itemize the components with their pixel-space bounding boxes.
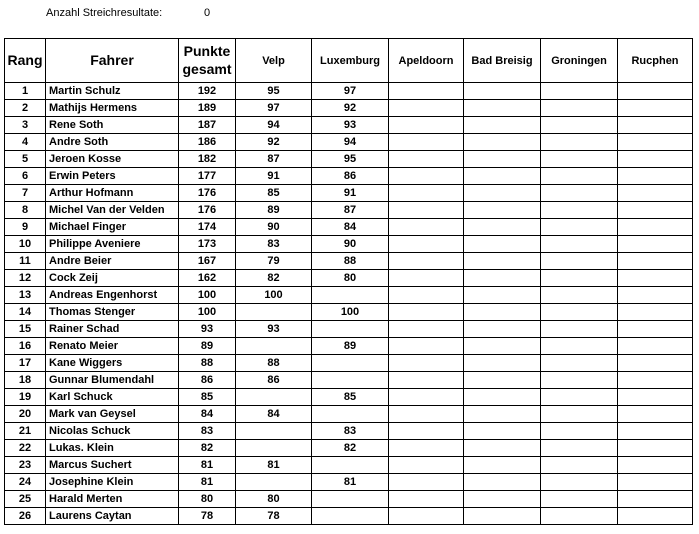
luxemburg-cell[interactable]: 95 <box>312 151 389 168</box>
table-row <box>5 457 693 474</box>
bad-breisig-cell[interactable] <box>464 202 541 219</box>
table-row <box>5 236 693 253</box>
punkte-gesamt-cell[interactable]: 84 <box>179 406 236 423</box>
luxemburg-cell[interactable]: 92 <box>312 100 389 117</box>
table-row <box>5 185 693 202</box>
groningen-cell[interactable] <box>541 236 618 253</box>
rucphen-cell[interactable] <box>618 83 693 100</box>
punkte-gesamt-cell[interactable]: 176 <box>179 202 236 219</box>
groningen-cell[interactable] <box>541 304 618 321</box>
fahrer-cell[interactable]: Erwin Peters <box>46 168 179 185</box>
bad-breisig-cell[interactable] <box>464 134 541 151</box>
table-row <box>5 389 693 406</box>
luxemburg-cell[interactable]: 84 <box>312 219 389 236</box>
punkte-gesamt-cell[interactable]: 83 <box>179 423 236 440</box>
rucphen-cell[interactable] <box>618 491 693 508</box>
groningen-cell[interactable] <box>541 219 618 236</box>
table-row <box>5 321 693 338</box>
velp-cell[interactable] <box>236 389 312 406</box>
apeldoorn-cell[interactable] <box>389 151 464 168</box>
rucphen-cell[interactable] <box>618 185 693 202</box>
velp-cell[interactable] <box>236 440 312 457</box>
apeldoorn-cell[interactable] <box>389 423 464 440</box>
bad-breisig-cell[interactable] <box>464 83 541 100</box>
velp-cell[interactable]: 87 <box>236 151 312 168</box>
table-row <box>5 202 693 219</box>
fahrer-cell[interactable]: Rainer Schad <box>46 321 179 338</box>
apeldoorn-cell[interactable] <box>389 457 464 474</box>
table-row <box>5 117 693 134</box>
groningen-cell[interactable] <box>541 270 618 287</box>
groningen-cell[interactable] <box>541 338 618 355</box>
punkte-gesamt-cell[interactable]: 100 <box>179 287 236 304</box>
punkte-gesamt-cell[interactable]: 162 <box>179 270 236 287</box>
bad-breisig-cell[interactable] <box>464 389 541 406</box>
apeldoorn-cell[interactable] <box>389 338 464 355</box>
apeldoorn-cell[interactable] <box>389 185 464 202</box>
header-row <box>5 39 693 83</box>
punkte-gesamt-cell[interactable]: 189 <box>179 100 236 117</box>
col-header-bad-breisig[interactable]: Bad Breisig <box>464 39 541 83</box>
groningen-cell[interactable] <box>541 491 618 508</box>
bad-breisig-cell[interactable] <box>464 151 541 168</box>
luxemburg-cell[interactable]: 86 <box>312 168 389 185</box>
bad-breisig-cell[interactable] <box>464 355 541 372</box>
luxemburg-cell[interactable]: 97 <box>312 83 389 100</box>
table-row <box>5 134 693 151</box>
fahrer-cell[interactable]: Philippe Aveniere <box>46 236 179 253</box>
velp-cell[interactable]: 80 <box>236 491 312 508</box>
table-row <box>5 270 693 287</box>
luxemburg-cell[interactable]: 90 <box>312 236 389 253</box>
luxemburg-cell[interactable]: 82 <box>312 440 389 457</box>
rang-cell[interactable]: 1 <box>5 83 46 100</box>
groningen-cell[interactable] <box>541 287 618 304</box>
bad-breisig-cell[interactable] <box>464 100 541 117</box>
fahrer-cell[interactable]: Thomas Stenger <box>46 304 179 321</box>
rang-cell[interactable]: 24 <box>5 474 46 491</box>
luxemburg-cell[interactable]: 83 <box>312 423 389 440</box>
punkte-gesamt-cell[interactable]: 78 <box>179 508 236 525</box>
rucphen-cell[interactable] <box>618 389 693 406</box>
rang-cell[interactable]: 14 <box>5 304 46 321</box>
fahrer-cell[interactable]: Kane Wiggers <box>46 355 179 372</box>
groningen-cell[interactable] <box>541 355 618 372</box>
rang-cell[interactable]: 26 <box>5 508 46 525</box>
bad-breisig-cell[interactable] <box>464 287 541 304</box>
velp-cell[interactable]: 100 <box>236 287 312 304</box>
table-row <box>5 423 693 440</box>
velp-cell[interactable]: 91 <box>236 168 312 185</box>
rang-cell[interactable]: 25 <box>5 491 46 508</box>
table-row <box>5 491 693 508</box>
rang-cell[interactable]: 10 <box>5 236 46 253</box>
apeldoorn-cell[interactable] <box>389 389 464 406</box>
apeldoorn-cell[interactable] <box>389 253 464 270</box>
punkte-gesamt-cell[interactable]: 177 <box>179 168 236 185</box>
luxemburg-cell[interactable]: 89 <box>312 338 389 355</box>
velp-cell[interactable]: 84 <box>236 406 312 423</box>
rucphen-cell[interactable] <box>618 202 693 219</box>
fahrer-cell[interactable]: Andre Soth <box>46 134 179 151</box>
rang-cell[interactable]: 15 <box>5 321 46 338</box>
velp-cell[interactable] <box>236 474 312 491</box>
punkte-gesamt-cell[interactable]: 80 <box>179 491 236 508</box>
groningen-cell[interactable] <box>541 83 618 100</box>
fahrer-cell[interactable]: Mark van Geysel <box>46 406 179 423</box>
punkte-gesamt-cell[interactable]: 86 <box>179 372 236 389</box>
punkte-gesamt-cell[interactable]: 100 <box>179 304 236 321</box>
luxemburg-cell[interactable] <box>312 372 389 389</box>
fahrer-cell[interactable]: Marcus Suchert <box>46 457 179 474</box>
velp-cell[interactable] <box>236 423 312 440</box>
punkte-gesamt-cell[interactable]: 89 <box>179 338 236 355</box>
punkte-gesamt-cell[interactable]: 82 <box>179 440 236 457</box>
rang-cell[interactable]: 12 <box>5 270 46 287</box>
rucphen-cell[interactable] <box>618 457 693 474</box>
rang-cell[interactable]: 20 <box>5 406 46 423</box>
bad-breisig-cell[interactable] <box>464 117 541 134</box>
luxemburg-cell[interactable]: 100 <box>312 304 389 321</box>
bad-breisig-cell[interactable] <box>464 474 541 491</box>
velp-cell[interactable]: 86 <box>236 372 312 389</box>
punkte-gesamt-cell[interactable]: 88 <box>179 355 236 372</box>
groningen-cell[interactable] <box>541 202 618 219</box>
apeldoorn-cell[interactable] <box>389 202 464 219</box>
apeldoorn-cell[interactable] <box>389 219 464 236</box>
fahrer-cell[interactable]: Laurens Caytan <box>46 508 179 525</box>
bad-breisig-cell[interactable] <box>464 508 541 525</box>
fahrer-cell[interactable]: Arthur Hofmann <box>46 185 179 202</box>
velp-cell[interactable]: 95 <box>236 83 312 100</box>
velp-cell[interactable]: 81 <box>236 457 312 474</box>
rucphen-cell[interactable] <box>618 270 693 287</box>
punkte-gesamt-cell[interactable]: 167 <box>179 253 236 270</box>
apeldoorn-cell[interactable] <box>389 287 464 304</box>
velp-cell[interactable]: 97 <box>236 100 312 117</box>
fahrer-cell[interactable]: Michael Finger <box>46 219 179 236</box>
rang-cell[interactable]: 23 <box>5 457 46 474</box>
velp-cell[interactable]: 93 <box>236 321 312 338</box>
rucphen-cell[interactable] <box>618 151 693 168</box>
rang-cell[interactable]: 11 <box>5 253 46 270</box>
table-row <box>5 100 693 117</box>
results-body <box>5 83 693 525</box>
groningen-cell[interactable] <box>541 457 618 474</box>
table-row <box>5 355 693 372</box>
fahrer-cell[interactable]: Josephine Klein <box>46 474 179 491</box>
table-row <box>5 440 693 457</box>
col-header-groningen[interactable]: Groningen <box>541 39 618 83</box>
rucphen-cell[interactable] <box>618 236 693 253</box>
fahrer-cell[interactable]: Gunnar Blumendahl <box>46 372 179 389</box>
rucphen-cell[interactable] <box>618 117 693 134</box>
bad-breisig-cell[interactable] <box>464 236 541 253</box>
velp-cell[interactable]: 90 <box>236 219 312 236</box>
rang-cell[interactable]: 8 <box>5 202 46 219</box>
rucphen-cell[interactable] <box>618 100 693 117</box>
table-row <box>5 83 693 100</box>
apeldoorn-cell[interactable] <box>389 83 464 100</box>
groningen-cell[interactable] <box>541 117 618 134</box>
groningen-cell[interactable] <box>541 406 618 423</box>
table-row <box>5 372 693 389</box>
apeldoorn-cell[interactable] <box>389 321 464 338</box>
col-header-rang[interactable]: Rang <box>5 39 46 83</box>
punkte-gesamt-cell[interactable]: 93 <box>179 321 236 338</box>
table-row <box>5 304 693 321</box>
rang-cell[interactable]: 22 <box>5 440 46 457</box>
col-header-apeldoorn[interactable]: Apeldoorn <box>389 39 464 83</box>
groningen-cell[interactable] <box>541 253 618 270</box>
streichresultate-line <box>46 7 211 19</box>
groningen-cell[interactable] <box>541 508 618 525</box>
apeldoorn-cell[interactable] <box>389 100 464 117</box>
fahrer-cell[interactable]: Martin Schulz <box>46 83 179 100</box>
table-row <box>5 508 693 525</box>
rucphen-cell[interactable] <box>618 304 693 321</box>
groningen-cell[interactable] <box>541 321 618 338</box>
rucphen-cell[interactable] <box>618 508 693 525</box>
apeldoorn-cell[interactable] <box>389 491 464 508</box>
results-table <box>4 38 693 525</box>
apeldoorn-cell[interactable] <box>389 168 464 185</box>
punkte-gesamt-cell[interactable]: 173 <box>179 236 236 253</box>
rucphen-cell[interactable] <box>618 287 693 304</box>
punkte-gesamt-cell[interactable]: 182 <box>179 151 236 168</box>
fahrer-cell[interactable]: Karl Schuck <box>46 389 179 406</box>
bad-breisig-cell[interactable] <box>464 219 541 236</box>
streichresultate-value: 0 <box>204 7 211 19</box>
luxemburg-cell[interactable]: 87 <box>312 202 389 219</box>
fahrer-cell[interactable]: Michel Van der Velden <box>46 202 179 219</box>
table-row <box>5 151 693 168</box>
velp-cell[interactable]: 79 <box>236 253 312 270</box>
luxemburg-cell[interactable]: 81 <box>312 474 389 491</box>
rang-cell[interactable]: 21 <box>5 423 46 440</box>
groningen-cell[interactable] <box>541 372 618 389</box>
velp-cell[interactable]: 82 <box>236 270 312 287</box>
apeldoorn-cell[interactable] <box>389 508 464 525</box>
table-row <box>5 168 693 185</box>
rucphen-cell[interactable] <box>618 338 693 355</box>
fahrer-cell[interactable]: Jeroen Kosse <box>46 151 179 168</box>
fahrer-cell[interactable]: Andreas Engenhorst <box>46 287 179 304</box>
groningen-cell[interactable] <box>541 100 618 117</box>
luxemburg-cell[interactable]: 88 <box>312 253 389 270</box>
rucphen-cell[interactable] <box>618 134 693 151</box>
table-row <box>5 287 693 304</box>
fahrer-cell[interactable]: Renato Meier <box>46 338 179 355</box>
rang-cell[interactable]: 3 <box>5 117 46 134</box>
rucphen-cell[interactable] <box>618 321 693 338</box>
rang-cell[interactable]: 18 <box>5 372 46 389</box>
luxemburg-cell[interactable]: 85 <box>312 389 389 406</box>
table-row <box>5 219 693 236</box>
luxemburg-cell[interactable]: 94 <box>312 134 389 151</box>
punkte-gesamt-cell[interactable]: 187 <box>179 117 236 134</box>
apeldoorn-cell[interactable] <box>389 474 464 491</box>
groningen-cell[interactable] <box>541 168 618 185</box>
velp-cell[interactable] <box>236 338 312 355</box>
velp-cell[interactable]: 78 <box>236 508 312 525</box>
apeldoorn-cell[interactable] <box>389 270 464 287</box>
table-row <box>5 253 693 270</box>
rucphen-cell[interactable] <box>618 253 693 270</box>
rucphen-cell[interactable] <box>618 219 693 236</box>
bad-breisig-cell[interactable] <box>464 321 541 338</box>
apeldoorn-cell[interactable] <box>389 406 464 423</box>
col-header-punkte-gesamt[interactable]: Punkte gesamt <box>179 39 236 83</box>
col-header-rucphen[interactable]: Rucphen <box>618 39 693 83</box>
rang-cell[interactable]: 4 <box>5 134 46 151</box>
apeldoorn-cell[interactable] <box>389 440 464 457</box>
rucphen-cell[interactable] <box>618 423 693 440</box>
bad-breisig-cell[interactable] <box>464 185 541 202</box>
luxemburg-cell[interactable]: 93 <box>312 117 389 134</box>
fahrer-cell[interactable]: Harald Merten <box>46 491 179 508</box>
rang-cell[interactable]: 6 <box>5 168 46 185</box>
rang-cell[interactable]: 16 <box>5 338 46 355</box>
rucphen-cell[interactable] <box>618 355 693 372</box>
rucphen-cell[interactable] <box>618 406 693 423</box>
table-row <box>5 338 693 355</box>
luxemburg-cell[interactable]: 80 <box>312 270 389 287</box>
bad-breisig-cell[interactable] <box>464 338 541 355</box>
bad-breisig-cell[interactable] <box>464 423 541 440</box>
apeldoorn-cell[interactable] <box>389 236 464 253</box>
bad-breisig-cell[interactable] <box>464 372 541 389</box>
velp-cell[interactable]: 85 <box>236 185 312 202</box>
table-row <box>5 474 693 491</box>
rang-cell[interactable]: 19 <box>5 389 46 406</box>
rucphen-cell[interactable] <box>618 474 693 491</box>
fahrer-cell[interactable]: Lukas. Klein <box>46 440 179 457</box>
punkte-gesamt-cell[interactable]: 85 <box>179 389 236 406</box>
bad-breisig-cell[interactable] <box>464 440 541 457</box>
rang-cell[interactable]: 7 <box>5 185 46 202</box>
velp-cell[interactable]: 94 <box>236 117 312 134</box>
groningen-cell[interactable] <box>541 440 618 457</box>
luxemburg-cell[interactable] <box>312 321 389 338</box>
groningen-cell[interactable] <box>541 151 618 168</box>
luxemburg-cell[interactable] <box>312 406 389 423</box>
apeldoorn-cell[interactable] <box>389 304 464 321</box>
velp-cell[interactable]: 88 <box>236 355 312 372</box>
groningen-cell[interactable] <box>541 134 618 151</box>
punkte-gesamt-cell[interactable]: 174 <box>179 219 236 236</box>
apeldoorn-cell[interactable] <box>389 355 464 372</box>
table-row <box>5 406 693 423</box>
groningen-cell[interactable] <box>541 185 618 202</box>
streichresultate-label: Anzahl Streichresultate: <box>46 7 163 19</box>
punkte-gesamt-cell[interactable]: 176 <box>179 185 236 202</box>
bad-breisig-cell[interactable] <box>464 491 541 508</box>
col-header-fahrer[interactable]: Fahrer <box>46 39 179 83</box>
fahrer-cell[interactable]: Cock Zeij <box>46 270 179 287</box>
rang-cell[interactable]: 5 <box>5 151 46 168</box>
velp-cell[interactable]: 89 <box>236 202 312 219</box>
groningen-cell[interactable] <box>541 474 618 491</box>
bad-breisig-cell[interactable] <box>464 304 541 321</box>
col-header-velp[interactable]: Velp <box>236 39 312 83</box>
bad-breisig-cell[interactable] <box>464 270 541 287</box>
punkte-gesamt-cell[interactable]: 192 <box>179 83 236 100</box>
groningen-cell[interactable] <box>541 389 618 406</box>
punkte-gesamt-cell[interactable]: 81 <box>179 474 236 491</box>
luxemburg-cell[interactable] <box>312 508 389 525</box>
luxemburg-cell[interactable] <box>312 457 389 474</box>
luxemburg-cell[interactable]: 91 <box>312 185 389 202</box>
luxemburg-cell[interactable] <box>312 287 389 304</box>
rucphen-cell[interactable] <box>618 168 693 185</box>
punkte-gesamt-cell[interactable]: 81 <box>179 457 236 474</box>
fahrer-cell[interactable]: Mathijs Hermens <box>46 100 179 117</box>
punkte-gesamt-cell[interactable]: 186 <box>179 134 236 151</box>
groningen-cell[interactable] <box>541 423 618 440</box>
fahrer-cell[interactable]: Nicolas Schuck <box>46 423 179 440</box>
velp-cell[interactable]: 92 <box>236 134 312 151</box>
velp-cell[interactable]: 83 <box>236 236 312 253</box>
bad-breisig-cell[interactable] <box>464 253 541 270</box>
bad-breisig-cell[interactable] <box>464 406 541 423</box>
rang-cell[interactable]: 13 <box>5 287 46 304</box>
luxemburg-cell[interactable] <box>312 355 389 372</box>
bad-breisig-cell[interactable] <box>464 168 541 185</box>
fahrer-cell[interactable]: Andre Beier <box>46 253 179 270</box>
col-header-luxemburg[interactable]: Luxemburg <box>312 39 389 83</box>
velp-cell[interactable] <box>236 304 312 321</box>
rucphen-cell[interactable] <box>618 440 693 457</box>
rang-cell[interactable]: 2 <box>5 100 46 117</box>
apeldoorn-cell[interactable] <box>389 117 464 134</box>
fahrer-cell[interactable]: Rene Soth <box>46 117 179 134</box>
luxemburg-cell[interactable] <box>312 491 389 508</box>
rucphen-cell[interactable] <box>618 372 693 389</box>
apeldoorn-cell[interactable] <box>389 372 464 389</box>
apeldoorn-cell[interactable] <box>389 134 464 151</box>
rang-cell[interactable]: 17 <box>5 355 46 372</box>
bad-breisig-cell[interactable] <box>464 457 541 474</box>
rang-cell[interactable]: 9 <box>5 219 46 236</box>
